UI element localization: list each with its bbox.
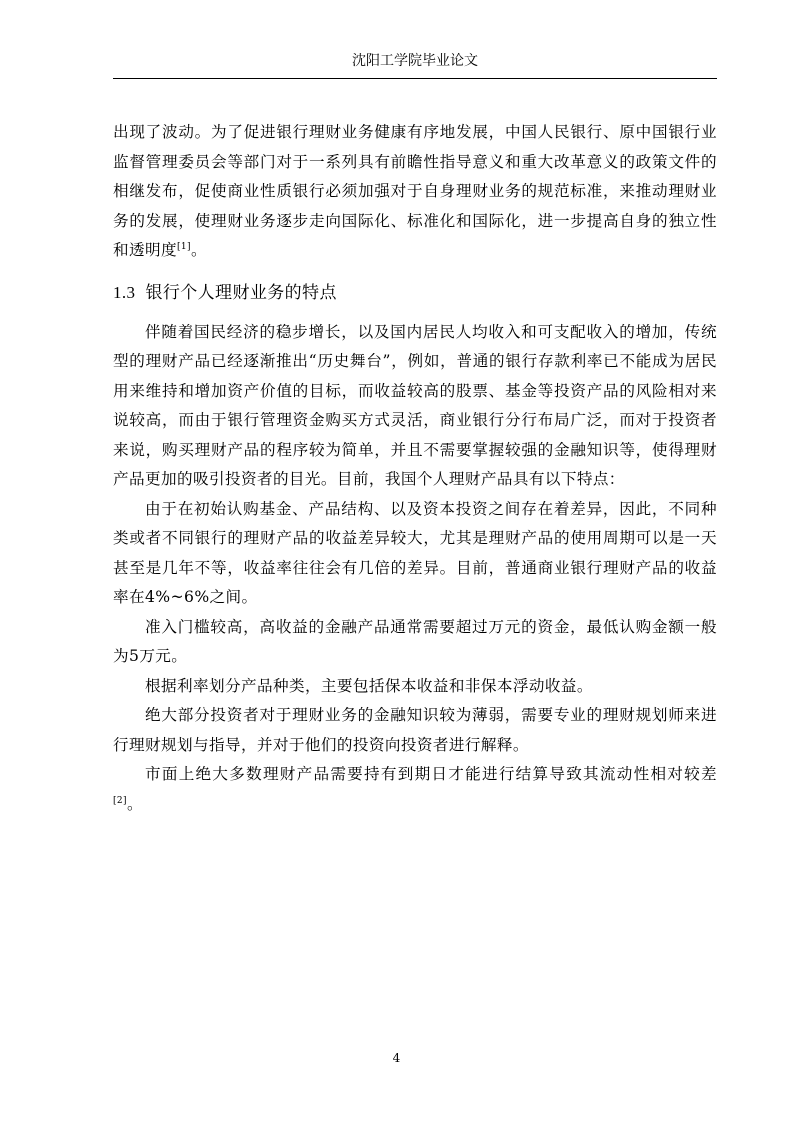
page-number: 4 — [392, 1051, 401, 1065]
document-body — [113, 118, 717, 819]
paragraph-1: 伴随着国民经济的稳步增长，以及国内居民人均收入和可支配收入的增加，传统型的理财产品已经逐渐推出“历史舞台”，例如，普通的银行存款利率已不能成为居民用来维持和增加资产价值的目标，而收益较高的股票、基金等投资产品的风险相对来说较高，而由于银行管理资金购买方式灵活，商业银行分行布局广泛，而对于投资者来说，购买理财产品的程序较为简单，并且不需要掌握较强的金融知识等，使得理财产品更加的吸引投资者的目光。目前，我国个人理财产品具有以下特点： — [113, 322, 717, 488]
page-header — [113, 52, 717, 79]
intro-tail: 。 — [190, 241, 207, 259]
paragraph-6 — [113, 760, 717, 819]
citation-2: [2] — [113, 795, 127, 806]
section-heading — [113, 278, 717, 308]
paragraph-6-tail: 。 — [126, 794, 143, 813]
paragraph-4: 根据利率划分产品种类，主要包括保本收益和非保本浮动收益。 — [145, 676, 593, 695]
section-number: 1.3 — [113, 282, 136, 302]
intro-text: 出现了波动。为了促进银行理财业务健康有序地发展，中国人民银行、原中国银行业监督管理委员会等部门对于一系列具有前瞻性指导意义和重大改革意义的政策文件的相继发布，促使商业性质银行必须加强对于自身理财业务的规范标准，来推动理财业务的发展，使理财业务逐步走向国际化、标准化和国际化，进一步提高自身的独立性和透明度 — [113, 123, 717, 259]
section-title: 银行个人理财业务的特点 — [145, 282, 337, 303]
paragraph-5: 绝大部分投资者对于理财业务的金融知识较为薄弱，需要专业的理财规划师来进行理财规划与指导，并对于他们的投资向投资者进行解释。 — [113, 706, 717, 754]
paragraph-2: 由于在初始认购基金、产品结构、以及资本投资之间存在着差异，因此，不同种类或者不同银行的理财产品的收益差异较大，尤其是理财产品的使用周期可以是一天甚至是几年不等，收益率往往会有几倍的差异。目前，普通商业银行理财产品的收益率在4%~6%之间。 — [113, 499, 717, 606]
paragraph-3: 准入门槛较高，高收益的金融产品通常需要超过万元的资金，最低认购金额一般为5万元。 — [113, 617, 717, 665]
header-title: 沈阳工学院毕业论文 — [352, 53, 478, 69]
intro-paragraph — [113, 118, 717, 266]
citation-1: [1] — [176, 241, 191, 252]
paragraph-6-text: 市面上绝大多数理财产品需要持有到期日才能进行结算导致其流动性相对较差 — [145, 765, 717, 783]
